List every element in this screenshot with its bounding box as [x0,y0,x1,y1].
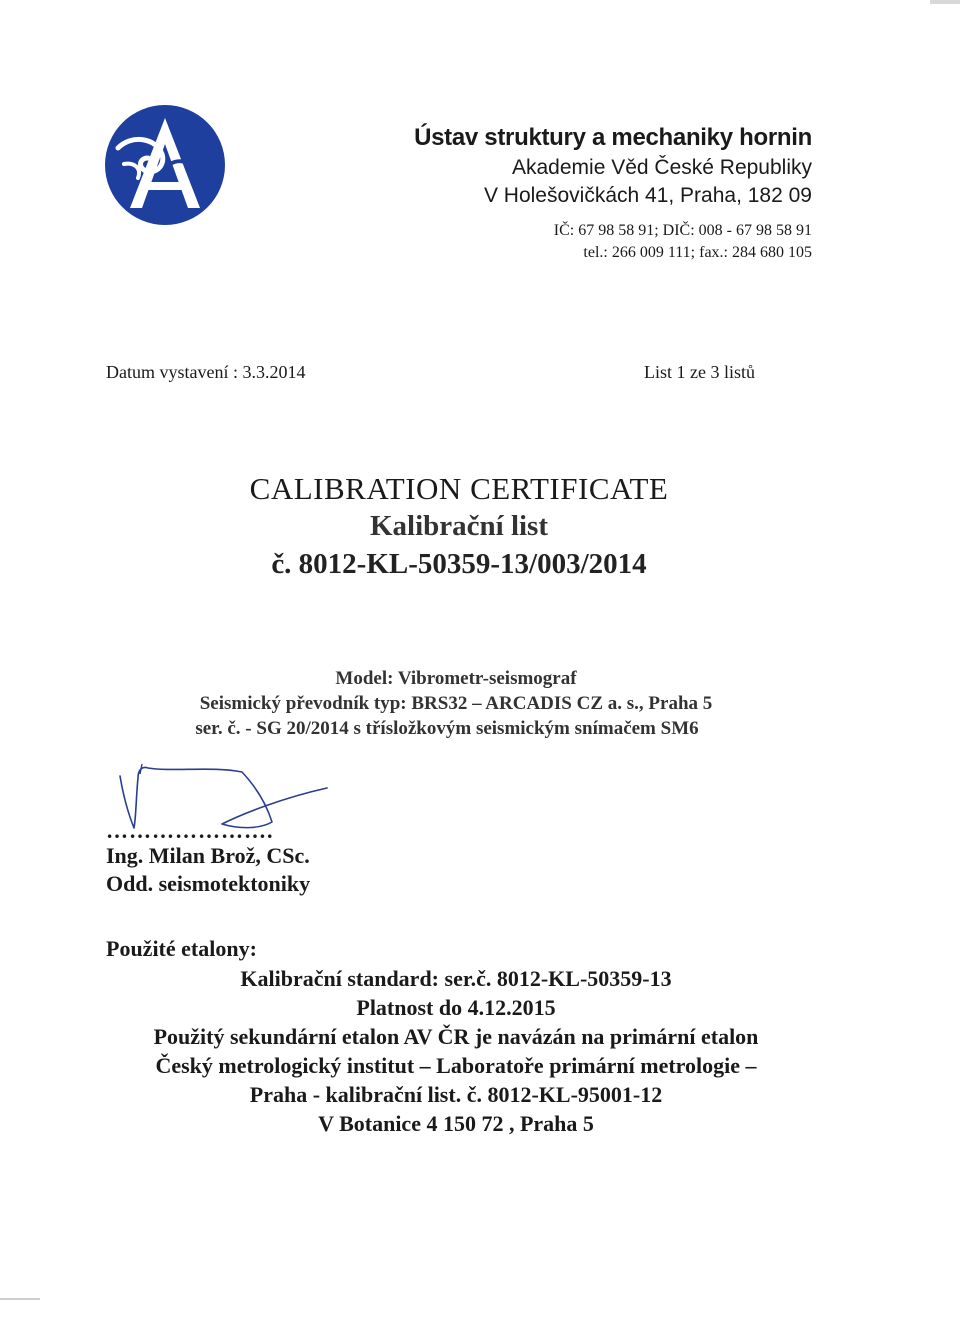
issue-date: Datum vystavení : 3.3.2014 [106,362,306,382]
etalon-line: Platnost do 4.12.2015 [356,995,556,1020]
serial-line: ser. č. - SG 20/2014 s třísložkovým seismickým snímačem SM6 [195,718,699,739]
institute-name: Ústav struktury a mechaniky hornin [414,124,812,151]
transducer-line: Seismický převodník typ: BRS32 – ARCADIS CZ a. s., Praha 5 [199,693,713,714]
model-info [0,666,912,741]
etalon-heading: Použité etalony: [106,936,257,961]
etalon-line: Český metrologický institut – Laboratoře primární metrologie – [155,1053,757,1078]
meta-row [106,362,755,383]
model-line: Model: Vibrometr-seismograf [335,668,577,689]
etalon-line: Kalibrační standard: ser.č. 8012-KL-50359-13 [240,966,672,991]
etalon-line: Praha - kalibrační list. č. 8012-KL-95001-12 [249,1082,663,1107]
etalon-details [0,964,912,1138]
page-info: List 1 ze 3 listů [644,362,755,382]
signature-dots: …………………. [106,818,274,843]
etalon-line: Použitý sekundární etalon AV ČR je navázán na primární etalon [153,1024,759,1049]
institute-address: V Holešovičkách 41, Praha, 182 09 [483,184,812,207]
scan-edge-mark [0,1298,40,1300]
signer-block [106,842,310,898]
institute-phone: tel.: 266 009 111; fax.: 284 680 105 [583,244,812,261]
signer-name: Ing. Milan Brož, CSc. [106,843,310,868]
scan-edge-mark [930,0,960,4]
academy-name: Akademie Věd České Republiky [512,156,812,179]
certificate-title-block [0,470,918,584]
institute-header [252,122,812,264]
certificate-subtitle: Kalibrační list [369,510,549,542]
academy-logo [104,104,226,226]
certificate-number: č. 8012-KL-50359-13/003/2014 [271,548,647,580]
institute-ids: IČ: 67 98 58 91; DIČ: 008 - 67 98 58 91 [553,222,812,239]
certificate-title: CALIBRATION CERTIFICATE [249,471,669,506]
signer-department: Odd. seismotektoniky [106,871,311,896]
etalon-heading-block [106,934,257,964]
etalon-line: V Botanice 4 150 72 , Praha 5 [318,1111,594,1136]
